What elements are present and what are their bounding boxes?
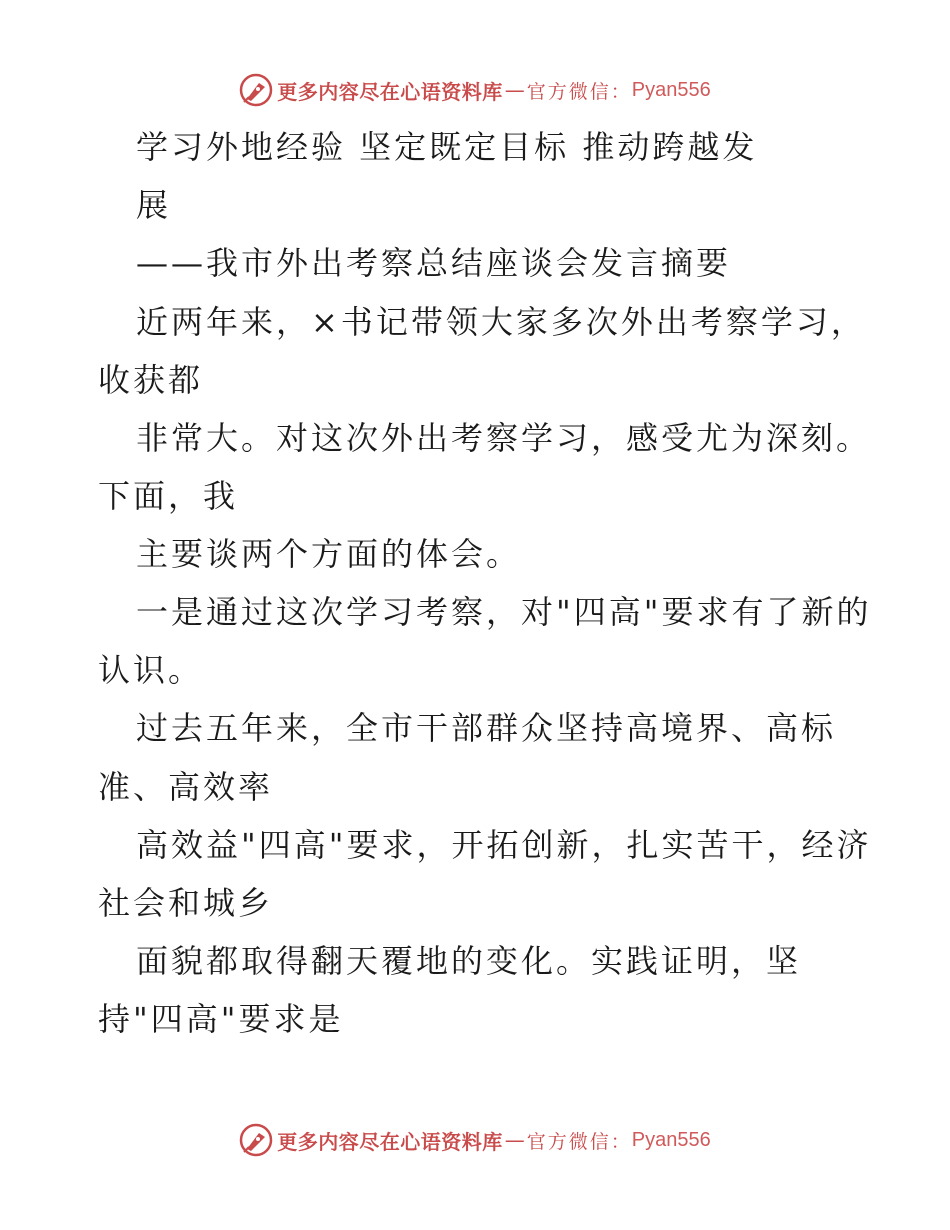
document-subtitle: ——我市外出考察总结座谈会发言摘要 <box>136 244 732 282</box>
header-watermark-banner <box>0 70 950 110</box>
banner-wechat-label: 官方微信： <box>526 80 632 103</box>
paragraph-line: 主要谈两个方面的体会。 <box>136 535 522 573</box>
paragraph-line: 持"四高"要求是 <box>98 1000 344 1038</box>
banner-wechat-id: Pyan556 <box>631 1128 711 1151</box>
banner-dash: — <box>504 78 525 102</box>
banner-wechat-id: Pyan556 <box>631 78 711 101</box>
paragraph-line: 准、高效率 <box>98 768 274 806</box>
paragraph-line: 面貌都取得翻天覆地的变化。实践证明，坚 <box>136 942 802 980</box>
paragraph-line: 过去五年来，全市干部群众坚持高境界、高标 <box>136 709 837 747</box>
paragraph-line: 一是通过这次学习考察，对"四高"要求有了新的 <box>136 593 872 631</box>
banner-wechat-label: 官方微信： <box>526 1130 632 1153</box>
banner-dash: — <box>504 1128 525 1152</box>
paragraph-line: 认识。 <box>98 651 204 689</box>
document-title: 学习外地经验 坚定既定目标 推动跨越发 <box>136 128 758 166</box>
paragraph-line: 收获都 <box>98 361 204 399</box>
paragraph-line: 近两年来，×书记带领大家多次外出考察学习， <box>136 303 866 341</box>
footer-watermark-banner <box>0 1120 950 1160</box>
document-title-continued: 展 <box>136 186 172 224</box>
paragraph-line: 高效益"四高"要求，开拓创新，扎实苦干，经济 <box>136 826 872 864</box>
pen-nib-circle-icon <box>239 1123 273 1157</box>
pen-nib-circle-icon <box>239 73 273 107</box>
paragraph-line: 非常大。对这次外出考察学习，感受尤为深刻。 <box>136 419 872 457</box>
paragraph-line: 下面，我 <box>98 477 239 515</box>
paragraph-line: 社会和城乡 <box>98 884 274 922</box>
banner-brand-text: 更多内容尽在心语资料库 <box>277 79 503 104</box>
banner-brand-text: 更多内容尽在心语资料库 <box>277 1129 503 1154</box>
